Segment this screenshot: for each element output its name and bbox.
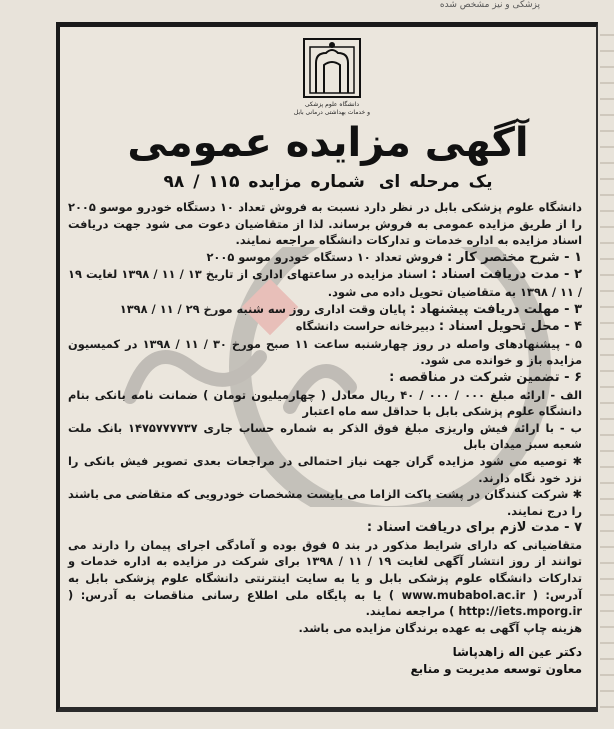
section7-text-c: ) مراجعه نمایند.	[365, 604, 455, 619]
item-heading: ۱ - شرح مختصر کار :	[447, 249, 582, 265]
notice-title: آگهی مزایده عمومی	[127, 120, 529, 166]
notice-body	[68, 199, 582, 678]
cost-note: هزینه چاپ آگهی به عهده برندگان مزایده می باشد.	[298, 620, 582, 635]
auction-number: شماره مزایده ۱۱۵ / ۹۸	[163, 172, 365, 192]
item-5	[68, 336, 582, 369]
logo-caption-line: دانشگاه علوم پزشکی	[304, 101, 360, 108]
university-logo	[302, 37, 362, 99]
item-text: ۵ - پیشنهادهای واصله در روز چهارشنبه ساعت ۱۱ صبح مورخ ۳۰ / ۱۱ / ۱۳۹۸ در کمیسیون مزایده باز و خوانده می شود.	[68, 336, 582, 368]
auction-stage: یک مرحله ای	[378, 172, 493, 192]
item-2	[68, 266, 582, 300]
signatory-role: معاون توسعه مدیریت و منابع	[410, 662, 582, 677]
section7-text-a: متقاضیانی که دارای شرایط مذکور در بند ۵ فوق بوده و آمادگی اجرای پیمان را دارند می توانند از روز انتشار آگهی لغایت ۱۹ / ۱۱ / ۱۳۹۸ برای شرکت در مزایده به اداره خدمات و تدارکات دانشگاه علوم پزشکی بابل و یا به سایت اینترنتی دانشگاه علوم پزشکی بابل به آدرس: (	[68, 537, 582, 602]
guarantee-b: ب - با ارائه فیش واریزی مبلغ فوق الذکر به شماره حساب جاری ۱۴۷۵۷۷۷۷۳۷ بانک ملت شعبه سبز میدان بابل	[68, 420, 582, 452]
item-6	[68, 369, 582, 387]
notice-subtitle	[60, 171, 596, 193]
item-heading: ۳ - مهلت دریافت پیشنهاد :	[410, 301, 582, 317]
item-text: دبیرخانه حراست دانشگاه	[295, 319, 435, 334]
item-heading: ۷ - مدت لازم برای دریافت اسناد :	[366, 520, 582, 536]
note-2: ✱ شرکت کنندگان در پشت پاکت الزاما می بایست مشخصات خودرویی که متقاضی می باشند را درج نمایند.	[68, 487, 582, 518]
section7-text-b: ) یا به پایگاه ملی اطلاع رسانی مناقصات به آدرس: (	[68, 587, 395, 602]
item-text: اسناد مزایده در ساعتهای اداری از تاریخ ۱۳ / ۱۱ / ۱۳۹۸ لغایت ۱۹ / ۱۱ / ۱۳۹۸ به متقاضیان تحویل داده می شود.	[68, 267, 582, 299]
logo-caption-line: و خدمات بهداشتی درمانی بابل	[293, 109, 371, 116]
adjacent-column	[600, 20, 614, 720]
item-1	[68, 249, 582, 267]
previous-ad-strip: پزشکی و نیز مشخص شده	[439, 0, 540, 10]
university-website-link[interactable]: www.mubabol.ac.ir	[401, 587, 526, 602]
item-text: پایان وقت اداری روز سه شنبه مورخ ۲۹ / ۱۱ / ۱۳۹۸	[119, 301, 407, 316]
note-1: ✱ توصیه می شود مزایده گران جهت نیاز احتمالی در مراجعات بعدی تصویر فیش بانکی را نزد خود نگاه دارند.	[68, 453, 582, 485]
item-7	[68, 519, 582, 537]
item-heading: ۲ - مدت دریافت اسناد :	[431, 267, 583, 283]
item-text: فروش تعداد ۱۰ دستگاه خودرو موسو ۲۰۰۵	[206, 249, 444, 264]
signatory-name: دکتر عین اله زاهدپاشا	[452, 645, 582, 660]
tender-portal-link[interactable]: http://iets.mporg.ir	[458, 604, 582, 619]
item-3	[68, 301, 582, 319]
item-heading: ۴ - محل تحویل اسناد :	[438, 319, 582, 335]
intro-paragraph: دانشگاه علوم پزشکی بابل در نظر دارد نسبت به فروش تعداد ۱۰ دستگاه خودرو موسو ۲۰۰۵ را از طریق مزایده عمومی به فروش برساند. لذا از متقاضیان دعوت می شود جهت دریافت اسناد مزایده به اداره خدمات و تدارکات دانشگاه مراجعه نمایند.	[68, 200, 582, 248]
item-4	[68, 318, 582, 336]
signature-block	[68, 644, 582, 678]
guarantee-a: الف - ارائه مبلغ ۰۰۰ / ۰۰۰ / ۴۰ ریال معادل ( چهارمیلیون تومان ) ضمانت نامه بانکی بنام دانشگاه علوم پزشکی بابل با حداقل سه ماه اعتبار	[68, 387, 583, 419]
item-heading: ۶ - تضمین شرکت در مناقصه :	[389, 369, 582, 385]
section7-text	[68, 537, 582, 620]
auction-notice	[56, 22, 598, 712]
logo-caption	[260, 101, 404, 117]
